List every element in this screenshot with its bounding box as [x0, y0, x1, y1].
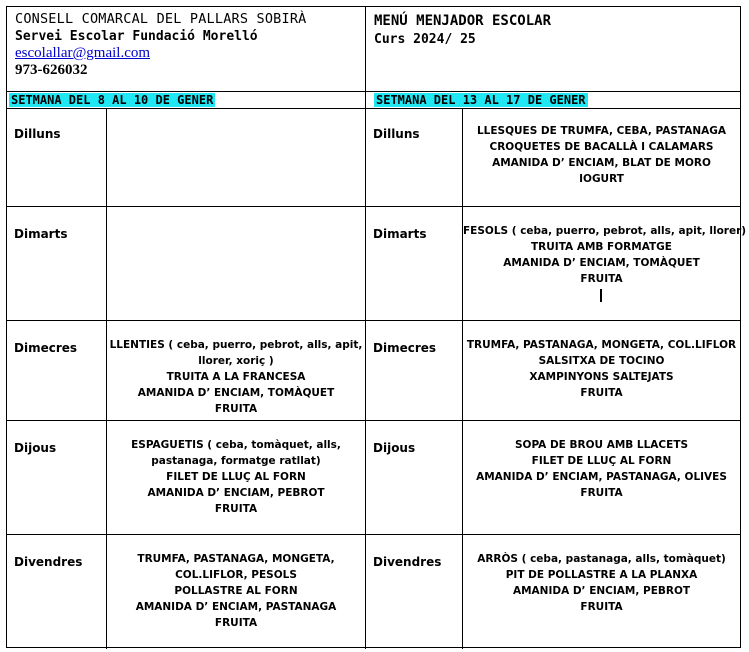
day-name: Dimarts	[14, 227, 68, 241]
menu-line: LLESQUES DE TRUMFA, CEBA, PASTANAGA	[476, 125, 727, 137]
day-cell	[7, 321, 107, 420]
course-label: Curs 2024/ 25	[374, 32, 476, 47]
day-cell	[7, 421, 107, 534]
menu-items	[107, 337, 365, 417]
phone-number: 973-626032	[15, 62, 88, 78]
day-row	[7, 207, 747, 321]
menu-line: FRUITA	[580, 273, 623, 285]
day-cell	[366, 207, 463, 320]
menu-cell	[463, 207, 747, 320]
menu-line: FRUITA	[580, 387, 623, 399]
menu-line: AMANIDA D’ ENCIAM, TOMÀQUET	[503, 257, 700, 269]
menu-line: FILET DE LLUÇ AL FORN	[166, 471, 306, 483]
menu-line: pastanaga, formatge ratllat)	[151, 455, 321, 467]
menu-line: FRUITA	[214, 503, 258, 515]
menu-line: FRUITA	[214, 617, 258, 629]
org-name: CONSELL COMARCAL DEL PALLARS SOBIRÀ	[15, 11, 307, 27]
menu-line: COL.LIFLOR, PESOLS	[175, 569, 297, 581]
menu-line: FILET DE LLUÇ AL FORN	[531, 455, 672, 467]
menu-line: AMANIDA D’ ENCIAM, TOMÀQUET	[137, 387, 335, 399]
day-name: Divendres	[14, 555, 83, 569]
menu-cell	[107, 535, 366, 649]
day-row	[7, 109, 740, 207]
menu-items	[463, 337, 740, 401]
day-name: Dijous	[14, 441, 57, 455]
day-name: Dimecres	[373, 341, 437, 355]
menu-line: XAMPINYONS SALTEJATS	[529, 371, 674, 383]
menu-cell	[463, 421, 740, 534]
day-name: Dijous	[373, 441, 416, 455]
menu-items	[463, 437, 740, 501]
menu-line: SOPA DE BROU AMB LLACETS	[514, 439, 689, 451]
menu-line: TRUITA A LA FRANCESA	[166, 371, 306, 383]
week-label-2: SETMANA DEL 13 AL 17 DE GENER	[376, 93, 586, 107]
menu-cell	[107, 109, 366, 206]
service-name: Servei Escolar Fundació Morelló	[15, 29, 258, 44]
menu-line: FESOLS ( ceba, puerro, pebrot, alls, apit, llorer)	[463, 225, 747, 237]
menu-items	[463, 551, 740, 615]
menu-sheet	[6, 6, 747, 648]
menu-title: MENÚ MENJADOR ESCOLAR	[374, 13, 552, 29]
week-bar-2	[366, 91, 740, 109]
menu-items	[463, 123, 740, 187]
menu-line: LLENTIES ( ceba, puerro, pebrot, alls, apit,	[109, 339, 363, 351]
day-cell	[366, 109, 463, 206]
email-link[interactable]: escolallar@gmail.com	[15, 45, 151, 61]
day-name: Dimecres	[14, 341, 78, 355]
menu-line: ARRÒS ( ceba, pastanaga, alls, tomàquet)	[477, 553, 726, 565]
menu-line: TRUMFA, PASTANAGA, MONGETA,	[137, 553, 335, 565]
day-cell	[366, 421, 463, 534]
menu-line: CROQUETES DE BACALLÀ I CALAMARS	[489, 141, 714, 153]
menu-cell	[107, 421, 366, 534]
day-cell	[7, 535, 107, 649]
menu-line: FRUITA	[580, 487, 623, 499]
menu-items	[107, 551, 365, 631]
menu-line: AMANIDA D’ ENCIAM, PASTANAGA	[135, 601, 337, 613]
menu-cell	[463, 109, 740, 206]
menu-line: ESPAGUETIS ( ceba, tomàquet, alls,	[131, 439, 341, 451]
day-cell	[366, 321, 463, 420]
menu-line: PIT DE POLLASTRE A LA PLANXA	[505, 569, 698, 581]
header-right	[366, 7, 740, 91]
menu-line: FRUITA	[580, 601, 623, 613]
day-row	[7, 535, 740, 649]
day-row	[7, 321, 740, 421]
header-left	[7, 7, 366, 91]
menu-line: POLLASTRE AL FORN	[174, 585, 298, 597]
menu-cell	[107, 207, 366, 320]
menu-line: AMANIDA D’ ENCIAM, PASTANAGA, OLIVES	[476, 471, 727, 483]
day-name: Dimarts	[373, 227, 427, 241]
day-name: Divendres	[373, 555, 442, 569]
menu-line: FRUITA	[214, 403, 258, 415]
menu-line: SALSITXA DE TOCINO	[538, 355, 665, 367]
menu-items	[107, 437, 365, 517]
day-cell	[366, 535, 463, 649]
day-cell	[7, 109, 107, 206]
menu-grid	[7, 109, 747, 649]
text-cursor	[600, 289, 602, 302]
menu-line: TRUITA AMB FORMATGE	[531, 241, 672, 253]
week-bar-1	[7, 91, 366, 109]
menu-line: AMANIDA D’ ENCIAM, BLAT DE MORO	[492, 157, 711, 169]
menu-cell	[107, 321, 366, 420]
menu-items	[463, 223, 747, 287]
menu-line: llorer, xoriç )	[198, 355, 274, 367]
menu-cell	[463, 321, 740, 420]
day-cell	[7, 207, 107, 320]
day-name: Dilluns	[14, 127, 61, 141]
menu-cell	[463, 535, 740, 649]
menu-line: TRUMFA, PASTANAGA, MONGETA, COL.LIFLOR	[466, 339, 737, 351]
day-row	[7, 421, 740, 535]
menu-line: IOGURT	[579, 173, 624, 185]
menu-line: AMANIDA D’ ENCIAM, PEBROT	[147, 487, 325, 499]
day-name: Dilluns	[373, 127, 420, 141]
week-label-1: SETMANA DEL 8 AL 10 DE GENER	[11, 93, 214, 107]
menu-line: AMANIDA D’ ENCIAM, PEBROT	[512, 585, 691, 597]
